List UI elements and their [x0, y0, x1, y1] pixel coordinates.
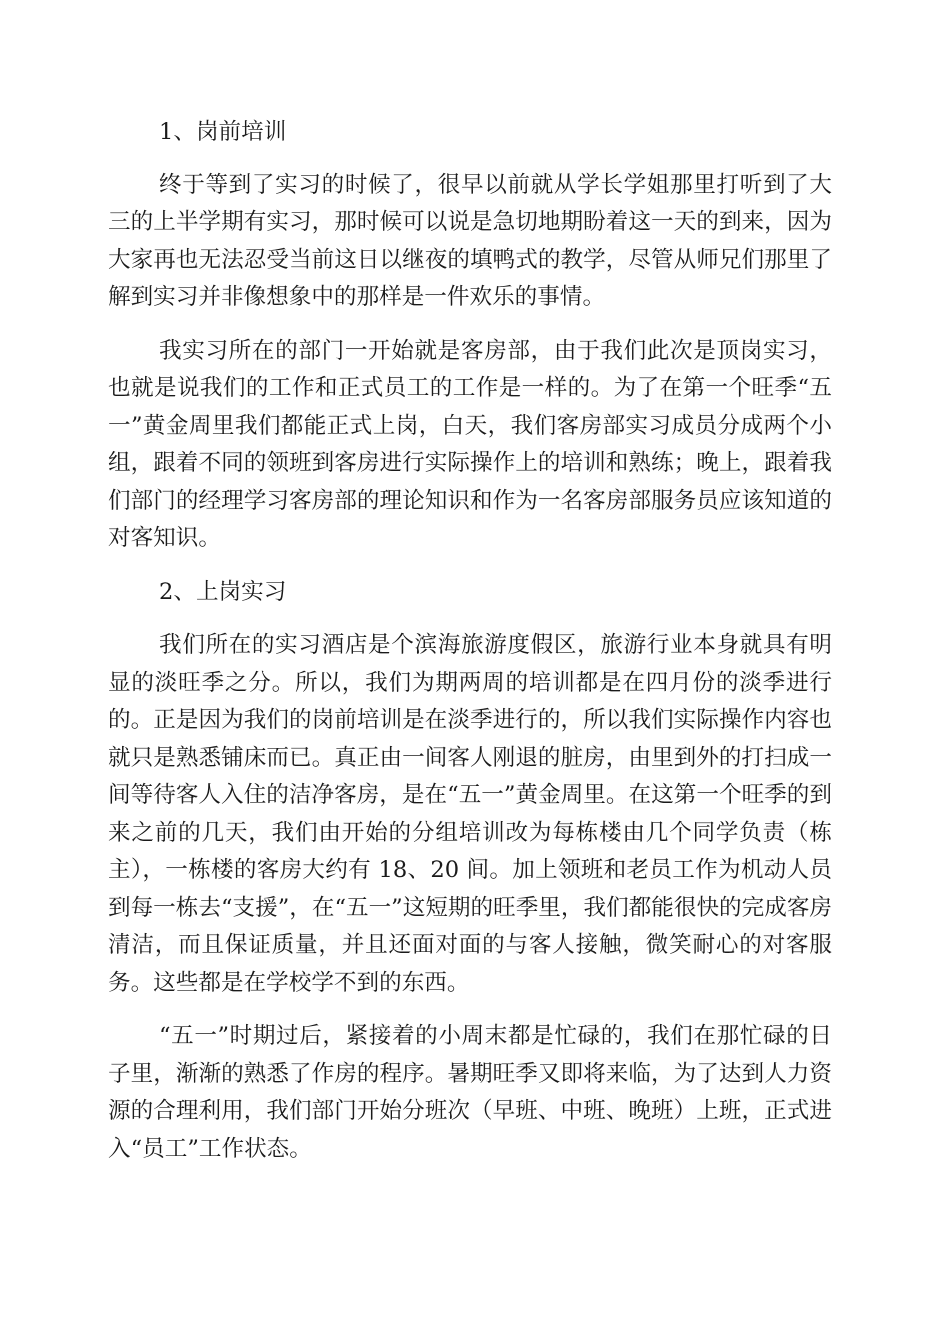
- section-heading-on-duty-internship: 2、上岗实习: [159, 578, 287, 605]
- paragraph-internship-anticipation: 终于等到了实习的时候了，很早以前就从学长学姐那里打听到了大三的上半学期有实习，那时候可以说是急切地期盼着这一天的到来，因为大家再也无法忍受当前这日以继夜的填鸭式的教学，尽管从师兄们那里了解到实习并非像想象中的那样是一件欢乐的事情。: [108, 171, 832, 310]
- document-body: [108, 114, 832, 1168]
- paragraph-housekeeping-department: 我实习所在的部门一开始就是客房部，由于我们此次是顶岗实习，也就是说我们的工作和正式员工的工作是一样的。为了在第一个旺季“五一”黄金周里我们都能正式上岗，白天，我们客房部实习成员分成两个小组，跟着不同的领班到客房进行实际操作上的培训和熟练；晚上，跟着我们部门的经理学习客房部的理论知识和作为一名客房部服务员应该知道的对客知识。: [108, 337, 832, 551]
- section-heading-pre-job-training: 1、岗前培训: [159, 119, 287, 145]
- paragraph-after-may-day: “五一”时期过后，紧接着的小周末都是忙碌的，我们在那忙碌的日子里，渐渐的熟悉了作房的程序。暑期旺季又即将来临，为了达到人力资源的合理利用，我们部门开始分班次（早班、中班、晚班）上班，正式进入“员工”工作状态。: [108, 1023, 832, 1162]
- paragraph-resort-hotel: 我们所在的实习酒店是个滨海旅游度假区，旅游行业本身就具有明显的淡旺季之分。所以，我们为期两周的培训都是在四月份的淡季进行的。正是因为我们的岗前培训是在淡季进行的，所以我们实际操作内容也就只是熟悉铺床而已。真正由一间客人刚退的脏房，由里到外的打扫成一间等待客人入住的洁净客房，是在“五一”黄金周里。在这第一个旺季的到来之前的几天，我们由开始的分组培训改为每栋楼由几个同学负责（栋主），一栋楼的客房大约有 18、20 间。加上领班和老员工作为机动人员到每一栋去“支援”，在“五一”这短期的旺季里，我们都能很快的完成客房清洁，而且保证质量，并且还面对面的与客人接触，微笑耐心的对客服务。这些都是在学校学不到的东西。: [108, 632, 833, 996]
